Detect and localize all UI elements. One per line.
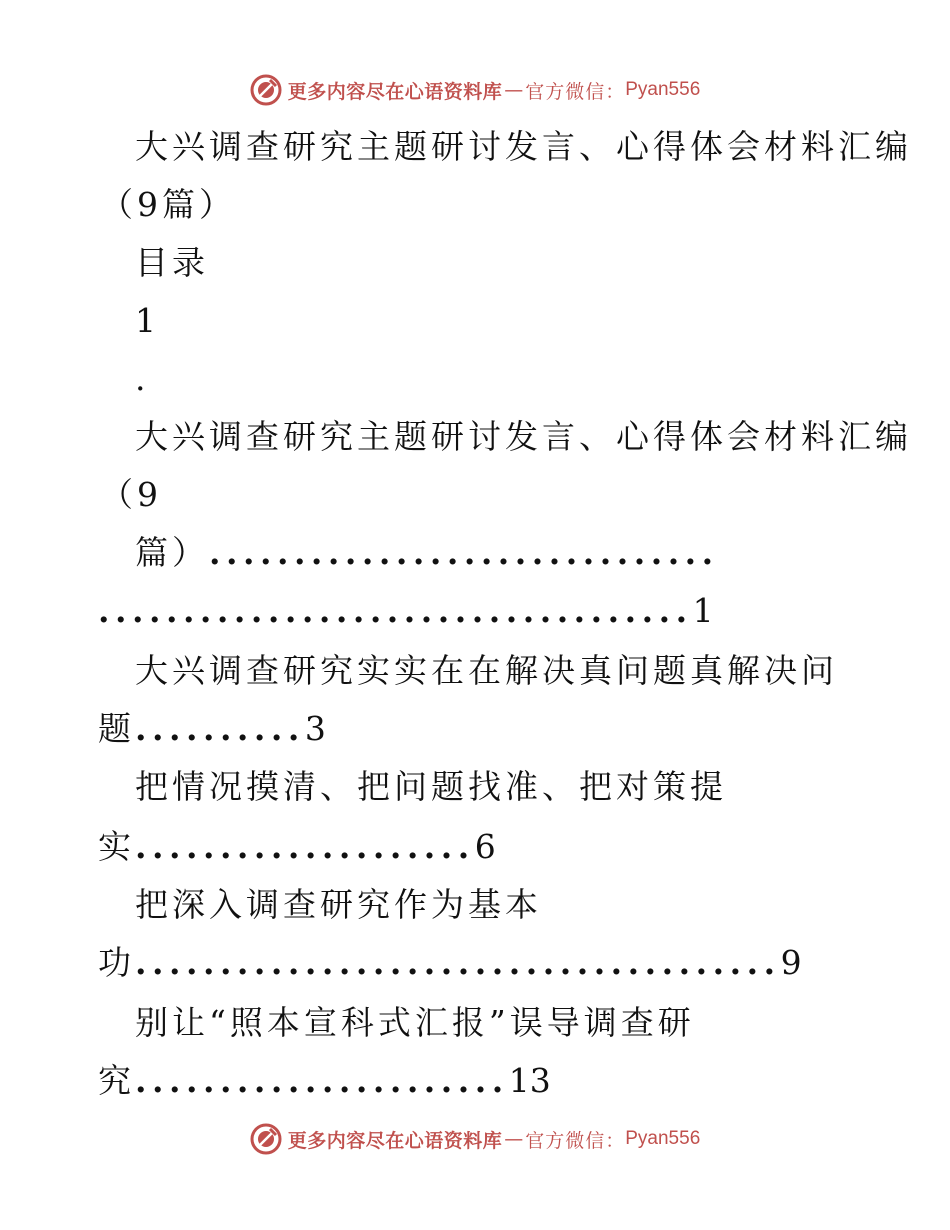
toc-entry-1-page: 1 bbox=[692, 591, 714, 630]
banner-dash: — bbox=[504, 1128, 524, 1150]
toc-number-dot: . bbox=[135, 359, 146, 398]
toc-entry-4-page: 9 bbox=[780, 943, 802, 982]
toc-entry-5-page: 13 bbox=[508, 1061, 551, 1100]
toc-entry-1-line2[interactable]: （9 bbox=[100, 475, 162, 514]
toc-entry-3-line1[interactable]: 把情况摸清、把问题找准、把对策提 bbox=[135, 767, 727, 806]
toc-leader-dots: .............................. bbox=[209, 533, 719, 572]
banner-promo-text: 更多内容尽在心语资料库 bbox=[287, 80, 503, 103]
toc-leader-dots: ................................... bbox=[98, 591, 693, 630]
banner-wechat-id: Pyan556 bbox=[625, 1128, 701, 1149]
toc-number: 1 bbox=[135, 301, 156, 340]
banner-wechat-id: Pyan556 bbox=[625, 79, 701, 100]
toc-entry-1-line4[interactable] bbox=[98, 591, 714, 631]
footer-banner bbox=[0, 1119, 950, 1159]
toc-entry-3-page: 6 bbox=[474, 827, 496, 866]
document-title-line2: （9篇） bbox=[100, 185, 236, 224]
toc-leader-dots: ...................................... bbox=[135, 943, 781, 982]
toc-entry-5-line1[interactable]: 别让“照本宣科式汇报”误导调查研 bbox=[135, 1003, 695, 1042]
header-banner bbox=[0, 70, 950, 110]
toc-heading: 目录 bbox=[135, 243, 209, 282]
banner-promo-text: 更多内容尽在心语资料库 bbox=[287, 1129, 503, 1152]
toc-entry-1-line3[interactable] bbox=[135, 533, 719, 573]
toc-entry-2-line1[interactable]: 大兴调查研究实实在在解决真问题真解决问 bbox=[135, 651, 838, 690]
toc-leader-dots: ...................... bbox=[135, 1061, 509, 1100]
toc-entry-5-text: 究 bbox=[98, 1061, 135, 1100]
toc-entry-1-line1[interactable]: 大兴调查研究主题研讨发言、心得体会材料汇编 bbox=[135, 417, 912, 456]
toc-entry-2-page: 3 bbox=[304, 709, 326, 748]
document-title-line1: 大兴调查研究主题研讨发言、心得体会材料汇编 bbox=[135, 127, 912, 166]
seal-logo-icon bbox=[250, 74, 282, 106]
toc-entry-1-text: 篇） bbox=[135, 533, 209, 572]
seal-logo-icon bbox=[250, 1123, 282, 1155]
toc-entry-3-text: 实 bbox=[98, 827, 135, 866]
banner-wechat-label: 官方微信： bbox=[525, 80, 626, 103]
toc-entry-3-line2[interactable] bbox=[98, 827, 496, 867]
banner-dash: — bbox=[504, 79, 524, 101]
toc-leader-dots: .......... bbox=[135, 709, 305, 748]
toc-entry-4-line2[interactable] bbox=[98, 943, 802, 983]
toc-leader-dots: .................... bbox=[135, 827, 475, 866]
toc-entry-4-text: 功 bbox=[98, 943, 135, 982]
toc-entry-4-line1[interactable]: 把深入调查研究作为基本 bbox=[135, 885, 542, 924]
toc-entry-5-line2[interactable] bbox=[98, 1061, 551, 1101]
toc-entry-2-text: 题 bbox=[98, 709, 135, 748]
toc-entry-2-line2[interactable] bbox=[98, 709, 326, 749]
banner-wechat-label: 官方微信： bbox=[525, 1129, 626, 1152]
